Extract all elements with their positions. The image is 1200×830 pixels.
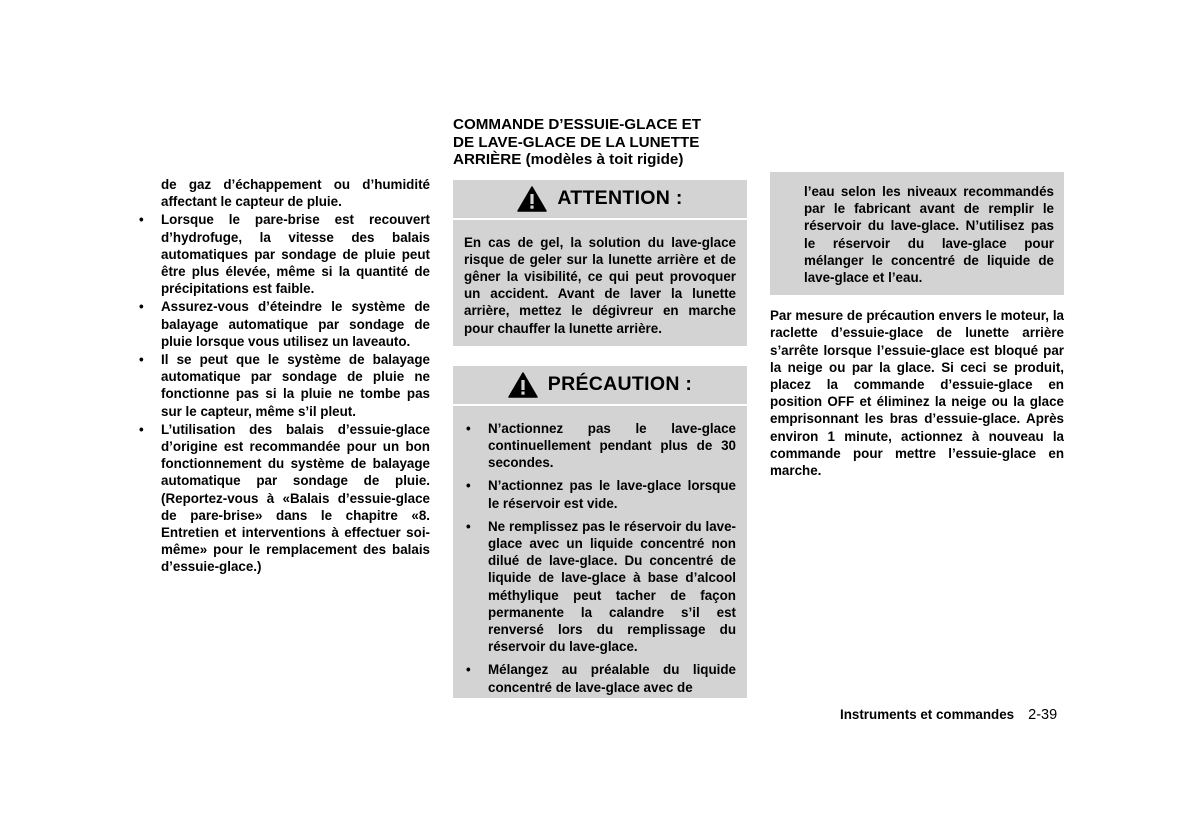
title-line-1: COMMANDE D’ESSUIE-GLACE ET <box>453 116 702 133</box>
list-item: • Ne remplissez pas le réservoir du lave-glace avec un liquide concentré non dilué de lave-glace. Du concentré de liquide de lave-glace à base d’alcool méthylique peut tacher de façon permanente la calandre s’il est renversé lors du remplissage du réservoir du lave-glace. <box>464 518 736 656</box>
page-footer <box>840 706 1057 724</box>
list-item: • N’actionnez pas le lave-glace continuellement pendant plus de 30 secondes. <box>464 420 736 472</box>
title-line-3-caps: ARRIÈRE <box>453 151 522 168</box>
column-middle <box>453 116 747 698</box>
list-item: • N’actionnez pas le lave-glace lorsque le réservoir est vide. <box>464 477 736 511</box>
attention-body <box>453 220 747 346</box>
attention-heading: ATTENTION : <box>557 186 683 209</box>
column-right <box>770 172 1064 479</box>
list-item: • L’utilisation des balais d’essuie-glace d’origine est recommandée pour un bon fonctionnement du système de balayage automatique par sondage de pluie. (Reportez-vous à «Balais d’essuie-glace de pare-brise» dans le chapitre «8. Entretien et interventions à effectuer soi-même» pour le remplacement des balais d’essuie-glace.) <box>137 421 430 576</box>
precaution-heading: PRÉCAUTION : <box>547 373 693 396</box>
precaution-continued-box <box>770 172 1064 295</box>
attention-header <box>453 180 747 220</box>
bullet-list <box>137 211 430 575</box>
warning-triangle-icon <box>517 186 547 212</box>
warning-triangle-icon <box>508 372 538 398</box>
precaution-body <box>453 406 747 698</box>
precaution-header <box>453 366 747 406</box>
list-item: • Il se peut que le système de balayage automatique par sondage de pluie ne fonctionne pas si la pluie ne tombe pas sur le capteur, même s’il pleut. <box>137 351 430 420</box>
page-number: 2-39 <box>1028 707 1058 723</box>
attention-text: En cas de gel, la solution du lave-glace risque de geler sur la lunette arrière et de gêner la visibilité, ce qui peut provoquer un accident. Avant de laver la lunette arrière, mettez le dégivreur en marche pour chauffer la lunette arrière. <box>464 234 736 336</box>
title-line-2: DE LAVE-GLACE DE LA LUNETTE <box>453 133 700 151</box>
list-item: • Lorsque le pare-brise est recouvert d’hydrofuge, la vitesse des balais automatiques par sondage de pluie peut être plus élevée, même si la quantité de précipitations est faible. <box>137 211 430 297</box>
body-paragraph: Par mesure de précaution envers le moteur, la raclette d’essuie-glace de lunette arrière s’arrête lorsque l’essuie-glace est bloqué par la neige ou par la glace. Si ceci se produit, placez la commande d’essuie-glace en position OFF et éliminez la neige ou la glace emprisonnant les bras d’essuie-glace. Après environ 1 minute, actionnez à nouveau la commande pour mettre l’essuie-glace en marche. <box>770 308 1064 479</box>
title-line-3-rest: (modèles à toit rigide) <box>525 151 684 168</box>
precaution-box <box>453 366 747 698</box>
precaution-continued-text: l’eau selon les niveaux recommandés par le fabricant avant de remplir le réservoir du lave-glace. N’utilisez pas le réservoir du lave-glace pour mélanger le concentré de liquide de lave-glace et l’eau. <box>804 184 1054 286</box>
list-item: • Mélangez au préalable du liquide concentré de lave-glace avec de <box>464 661 736 695</box>
column-left <box>137 176 430 576</box>
continued-text: de gaz d’échappement ou d’humidité affectant le capteur de pluie. <box>161 177 430 210</box>
list-item: • Assurez-vous d’éteindre le système de balayage automatique par sondage de pluie lorsque vous utilisez un laveauto. <box>137 298 430 350</box>
section-title <box>453 116 747 169</box>
footer-section-title: Instruments et commandes <box>840 707 1015 722</box>
precaution-list <box>464 420 736 696</box>
attention-box <box>453 180 747 346</box>
